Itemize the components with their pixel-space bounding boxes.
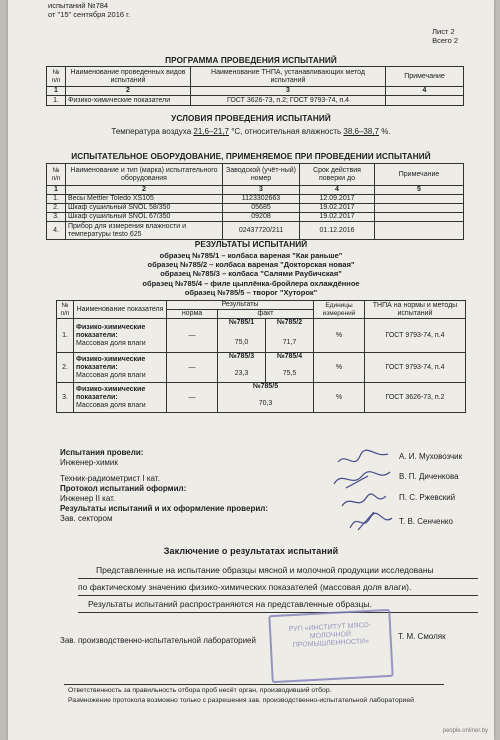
cell: Шкаф сушильный SNOL 58/350 bbox=[66, 204, 223, 213]
cell bbox=[386, 96, 464, 106]
group-label: Физико-химические показатели: bbox=[76, 323, 146, 339]
col-header: Наименование ТНПА, устанавливающих метод испытаний bbox=[191, 67, 386, 87]
role-label: Инженер-химик bbox=[60, 458, 118, 467]
sample-item: образец №785/1 – колбаса вареная "Как раньше" bbox=[159, 251, 343, 260]
sample-item: образец №785/2 – колбаса вареная "Докторская новая" bbox=[147, 260, 355, 270]
equipment-table bbox=[46, 163, 464, 240]
col-number: 1 bbox=[47, 87, 66, 96]
cell bbox=[375, 222, 464, 240]
footer bbox=[68, 686, 414, 706]
role-label: Инженер II кат. bbox=[60, 494, 116, 503]
cell: ГОСТ 3626-73, п.2 bbox=[365, 383, 466, 413]
fact-value: 75,0 bbox=[234, 339, 249, 346]
drawn-up-label: Протокол испытаний оформил: bbox=[60, 484, 187, 493]
cell bbox=[266, 319, 314, 353]
conclusion-line: Результаты испытаний распространяются на представленные образцы. bbox=[78, 596, 478, 613]
head-name: Т. М. Смоляк bbox=[398, 632, 446, 641]
cell: 01.12.2016 bbox=[300, 222, 375, 240]
cell: 1. bbox=[47, 195, 66, 204]
cell bbox=[375, 204, 464, 213]
temperature-value: 21,6–21,7 bbox=[193, 127, 229, 136]
conclusion-line: по фактическому значению физико-химических показателей (массовая доля влаги). bbox=[78, 579, 478, 596]
sample-item: образец №785/5 – творог "Хуторок" bbox=[184, 287, 318, 297]
footer-line: Размножение протокола возможно только с разрешения зав. производственно-испытательной лабораторией bbox=[68, 697, 414, 704]
conclusion-line: Представленные на испытание образцы мясной и молочной продукции исследованы bbox=[78, 562, 478, 579]
col-number: 1 bbox=[47, 186, 66, 195]
cell: — bbox=[167, 383, 218, 413]
col-number: 4 bbox=[300, 186, 375, 195]
sheet-total: Всего 2 bbox=[432, 36, 458, 45]
col-number: 3 bbox=[191, 87, 386, 96]
col-header: Срок действия поверки до bbox=[300, 164, 375, 186]
col-header: № п/п bbox=[47, 67, 66, 87]
cell: 3. bbox=[57, 383, 74, 413]
cell: Физико-химические показатели bbox=[66, 96, 191, 106]
cell bbox=[218, 383, 314, 413]
program-table bbox=[46, 66, 464, 106]
humidity-value: 38,6–38,7 bbox=[343, 127, 379, 136]
cell: 19.02.2017 bbox=[300, 213, 375, 222]
sample-item: образец №785/4 – филе цыплёнка-бройлера охлаждённое bbox=[142, 278, 360, 288]
cell: 1123302663 bbox=[223, 195, 300, 204]
group-label: Физико-химические показатели: bbox=[76, 385, 146, 401]
cell: 3. bbox=[47, 213, 66, 222]
signer-name: Т. В. Сенченко bbox=[399, 517, 453, 526]
col-number: 4 bbox=[386, 87, 464, 96]
footer-line: Ответственность за правильность отбора проб несёт орган, производивший отбор. bbox=[68, 687, 332, 694]
cell: 12.09.2017 bbox=[300, 195, 375, 204]
cell bbox=[375, 195, 464, 204]
col-header: факт bbox=[218, 310, 314, 319]
cell: 19.02.2017 bbox=[300, 204, 375, 213]
organization-stamp bbox=[268, 609, 393, 683]
cell: — bbox=[167, 319, 218, 353]
column-number-row bbox=[47, 186, 464, 195]
table-row bbox=[47, 96, 464, 106]
fact-value: 71,7 bbox=[282, 339, 297, 346]
cell bbox=[74, 319, 167, 353]
col-header: ТНПА на нормы и методы испытаний bbox=[365, 301, 466, 319]
temperature-unit: °С, относительная влажность bbox=[231, 127, 342, 136]
sample-item: образец №785/3 – колбаса "Салями Раубичская" bbox=[160, 269, 342, 279]
cell: ГОСТ 9793-74, п.4 bbox=[365, 353, 466, 383]
col-header: Наименование показателя bbox=[74, 301, 167, 319]
col-number: 3 bbox=[223, 186, 300, 195]
param-label: Массовая доля влаги bbox=[76, 371, 146, 379]
performed-label: Испытания провели: bbox=[60, 448, 144, 457]
col-header: норма bbox=[167, 310, 218, 319]
col-header: Примечание bbox=[386, 67, 464, 87]
role-label: Техник-радиометрист I кат. bbox=[60, 474, 160, 483]
cell: — bbox=[167, 353, 218, 383]
param-label: Массовая доля влаги bbox=[76, 401, 146, 409]
cell bbox=[218, 319, 266, 353]
sheet-number: Лист 2 bbox=[432, 27, 455, 36]
col-header: Наименование проведенных видов испытаний bbox=[66, 67, 191, 87]
footer-rule bbox=[64, 684, 444, 685]
col-header: Примечание bbox=[375, 164, 464, 186]
col-header: Результаты bbox=[167, 301, 314, 310]
protocol-header bbox=[48, 1, 130, 19]
results-table bbox=[56, 300, 466, 413]
sample-list bbox=[8, 251, 494, 297]
cell: Шкаф сушильный SNOL 67/350 bbox=[66, 213, 223, 222]
table-row bbox=[57, 319, 466, 353]
table-header-row bbox=[57, 301, 466, 310]
cell: 1. bbox=[57, 319, 74, 353]
cell: ГОСТ 3626-73, п.2; ГОСТ 9793-74, п.4 bbox=[191, 96, 386, 106]
cell: 2. bbox=[47, 204, 66, 213]
handwritten-signatures bbox=[328, 448, 400, 538]
stamp-text: РУП «ИНСТИТУТ МЯСО-МОЛОЧНОЙ ПРОМЫШЛЕННОСТИ» bbox=[288, 621, 372, 649]
checked-label: Результаты испытаний и их оформление проверил: bbox=[60, 504, 268, 513]
conditions-prefix: Температура воздуха bbox=[111, 127, 192, 136]
protocol-date: от "15" сентября 2016 г. bbox=[48, 10, 131, 19]
role-label: Зав. сектором bbox=[60, 514, 113, 523]
cell bbox=[74, 383, 167, 413]
signature-block bbox=[60, 448, 268, 524]
table-header-row bbox=[47, 67, 464, 87]
cell: 05685 bbox=[223, 204, 300, 213]
cell: 1. bbox=[47, 96, 66, 106]
table-row bbox=[47, 222, 464, 240]
cell: 4. bbox=[47, 222, 66, 240]
sample-label: №785/4 bbox=[276, 353, 303, 360]
conclusion-text bbox=[78, 562, 478, 613]
head-role: Зав. производственно-испытательной лабораторией bbox=[60, 636, 256, 645]
col-header: № п/п bbox=[47, 164, 66, 186]
document-page bbox=[8, 0, 494, 740]
cell: Прибор для измерения влажности и температуры testo 625 bbox=[66, 222, 223, 240]
fact-value: 23,3 bbox=[234, 370, 249, 377]
results-title: РЕЗУЛЬТАТЫ ИСПЫТАНИЙ bbox=[194, 240, 308, 249]
col-number: 2 bbox=[66, 87, 191, 96]
col-header: Единицы измерений bbox=[314, 301, 365, 319]
cell bbox=[218, 353, 266, 383]
protocol-number: испытаний №784 bbox=[48, 1, 109, 10]
sample-label: №785/2 bbox=[276, 319, 303, 326]
group-label: Физико-химические показатели: bbox=[76, 355, 146, 371]
table-row bbox=[47, 204, 464, 213]
conditions-title: УСЛОВИЯ ПРОВЕДЕНИЯ ИСПЫТАНИЙ bbox=[171, 114, 331, 123]
param-label: Массовая доля влаги bbox=[76, 339, 146, 347]
sample-label: №785/1 bbox=[228, 319, 255, 326]
cell bbox=[375, 213, 464, 222]
col-header: Наименование и тип (марка) испытательного оборудования bbox=[66, 164, 223, 186]
col-number: 2 bbox=[66, 186, 223, 195]
col-number: 5 bbox=[375, 186, 464, 195]
table-row bbox=[57, 383, 466, 413]
conclusion-title: Заключение о результатах испытаний bbox=[163, 546, 339, 556]
cell: % bbox=[314, 319, 365, 353]
column-number-row bbox=[47, 87, 464, 96]
table-header-row bbox=[47, 164, 464, 186]
cell: % bbox=[314, 353, 365, 383]
sheet-info bbox=[432, 27, 458, 45]
watermark: people.onliner.by bbox=[442, 728, 488, 734]
signer-name: А. И. Муховозчик bbox=[399, 452, 463, 461]
col-header: № п/п bbox=[57, 301, 74, 319]
table-row bbox=[47, 195, 464, 204]
program-title: ПРОГРАММА ПРОВЕДЕНИЯ ИСПЫТАНИЙ bbox=[165, 56, 337, 65]
cell: 09208 bbox=[223, 213, 300, 222]
cell: Весы Mettler Toledo XS105 bbox=[66, 195, 223, 204]
humidity-unit: %. bbox=[381, 127, 391, 136]
signer-name: П. С. Ржевский bbox=[399, 493, 456, 502]
sample-label: №785/5 bbox=[252, 383, 279, 390]
signer-name: В. П. Диченкова bbox=[399, 472, 459, 481]
fact-value: 70,3 bbox=[258, 400, 273, 407]
cell: ГОСТ 9793-74, п.4 bbox=[365, 319, 466, 353]
sample-label: №785/3 bbox=[228, 353, 255, 360]
cell bbox=[266, 353, 314, 383]
conditions-text bbox=[8, 127, 494, 136]
cell: % bbox=[314, 383, 365, 413]
cell: 02437720/211 bbox=[223, 222, 300, 240]
fact-value: 75,5 bbox=[282, 370, 297, 377]
cell bbox=[74, 353, 167, 383]
table-row bbox=[47, 213, 464, 222]
equipment-title: ИСПЫТАТЕЛЬНОЕ ОБОРУДОВАНИЕ, ПРИМЕНЯЕМОЕ ПРИ ПРОВЕДЕНИИ ИСПЫТАНИЙ bbox=[71, 152, 431, 161]
table-row bbox=[57, 353, 466, 383]
cell: 2. bbox=[57, 353, 74, 383]
col-header: Заводской (учёт-ный) номер bbox=[223, 164, 300, 186]
